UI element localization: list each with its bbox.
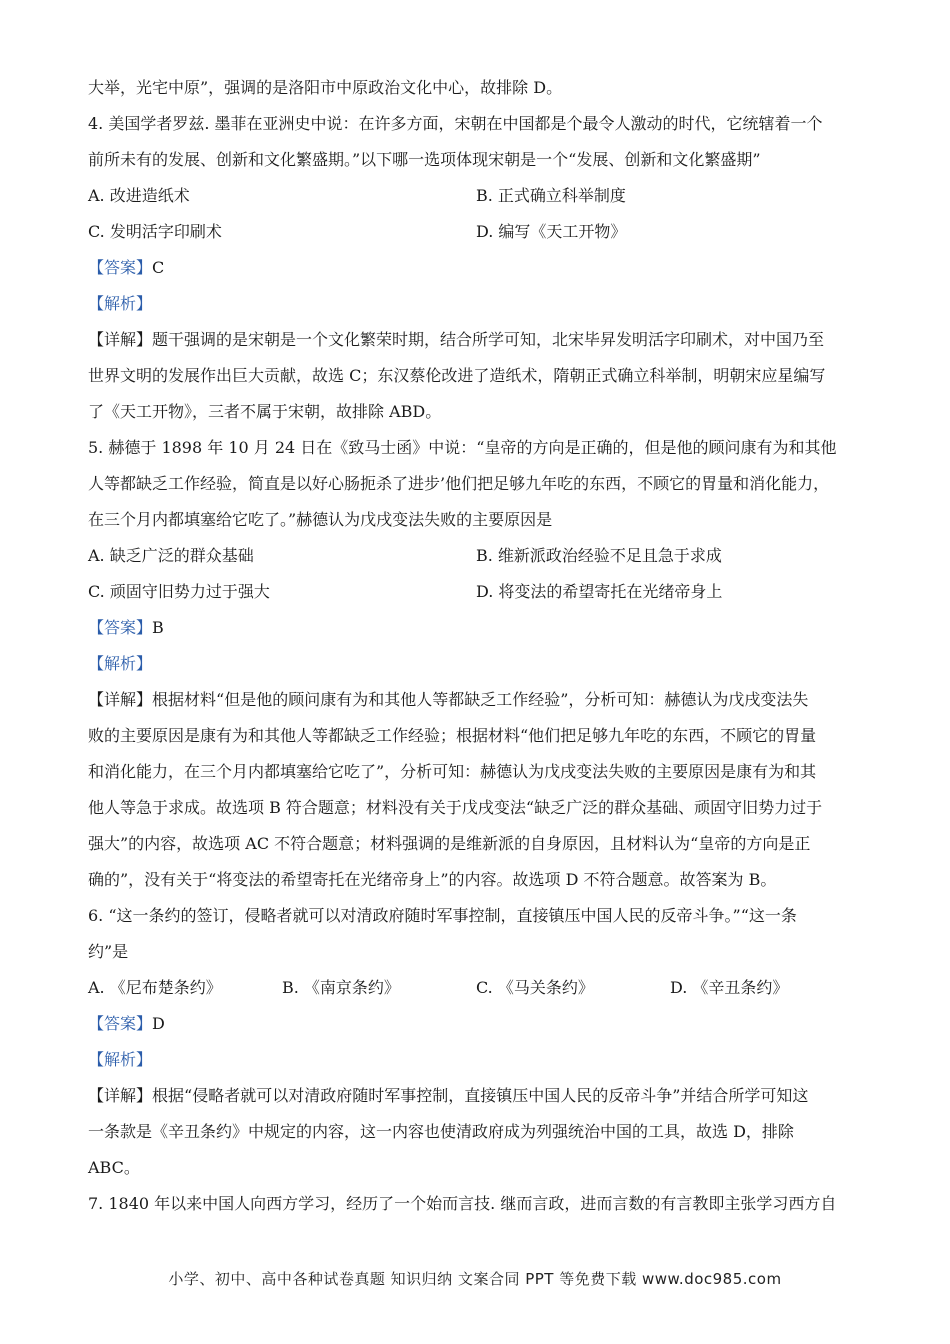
option-b: B. 《南京条约》 — [282, 978, 400, 997]
detail-line: 强大”的内容，故选项 AC 不符合题意；材料强调的是维新派的自身原因，且材料认为“皇帝的方向是正 — [88, 834, 811, 853]
answer-line — [88, 250, 868, 286]
question-4 — [88, 106, 868, 430]
detail-text: 题干强调的是宋朝是一个文化繁荣时期，结合所学可知，北宋毕昇发明活字印刷术，对中国乃至 — [152, 330, 825, 349]
detail-line: 和消化能力，在三个月内都填塞给它吃了”，分析可知：赫德认为戊戌变法失败的主要原因是康有为和其 — [88, 762, 817, 781]
option-c: C. 《马关条约》 — [476, 978, 594, 997]
question-stem: 前所未有的发展、创新和文化繁盛期。”以下哪一选项体现宋朝是一个“发展、创新和文化繁盛期” — [88, 150, 761, 169]
detail-line — [88, 322, 868, 358]
answer-line — [88, 1006, 868, 1042]
question-stem: 人等都缺乏工作经验，简直是以好心肠扼杀了进步’他们把足够九年吃的东西，不顾它的胃量和消化能力， — [88, 474, 830, 493]
answer-tag: 【答案】 — [88, 1014, 153, 1033]
detail-text: 根据“侵略者就可以对清政府随时军事控制，直接镇压中国人民的反帝斗争”并结合所学可知这 — [152, 1086, 809, 1105]
question-stem: 5. 赫德于 1898 年 10 月 24 日在《致马士函》中说：“皇帝的方向是正确的，但是他的顾问康有为和其他 — [88, 438, 837, 457]
option-c: C. 发明活字印刷术 — [88, 222, 222, 241]
analysis-line — [88, 1042, 868, 1078]
option-a: A. 改进造纸术 — [88, 186, 190, 205]
option-d: D. 将变法的希望寄托在光绪帝身上 — [476, 582, 723, 601]
answer-value: D — [152, 1014, 165, 1033]
option-row — [88, 214, 868, 250]
analysis-line — [88, 646, 868, 682]
detail-line — [88, 1078, 868, 1114]
detail-line: 败的主要原因是康有为和其他人等都缺乏工作经验；根据材料“他们把足够九年吃的东西，不顾它的胃量 — [88, 726, 817, 745]
detail-line: 一条款是《辛丑条约》中规定的内容，这一内容也使清政府成为列强统治中国的工具，故选 D，排除 — [88, 1122, 794, 1141]
document-page — [88, 70, 868, 1222]
option-d: D. 编写《天工开物》 — [476, 222, 627, 241]
answer-line — [88, 610, 868, 646]
page-footer: 小学、初中、高中各种试卷真题 知识归纳 文案合同 PPT 等免费下载 www.doc985.com — [168, 1270, 782, 1288]
detail-line: 了《天工开物》，三者不属于宋朝，故排除 ABD。 — [88, 402, 442, 421]
option-b: B. 正式确立科举制度 — [476, 186, 626, 205]
question-6 — [88, 898, 868, 1186]
analysis-line — [88, 286, 868, 322]
question-stem: 在三个月内都填塞给它吃了。”赫德认为戊戌变法失败的主要原因是 — [88, 510, 553, 529]
detail-line: 他人等急于求成。故选项 B 符合题意；材料没有关于戊戌变法“缺乏广泛的群众基础、顽固守旧势力过于 — [88, 798, 823, 817]
answer-tag: 【答案】 — [88, 618, 153, 637]
answer-value: C — [152, 258, 165, 277]
detail-text: 根据材料“但是他的顾问康有为和其他人等都缺乏工作经验”，分析可知：赫德认为戊戌变法失 — [152, 690, 809, 709]
option-row — [88, 538, 868, 574]
analysis-tag: 【解析】 — [88, 654, 153, 673]
detail-line: 世界文明的发展作出巨大贡献，故选 C；东汉蔡伦改进了造纸术，隋朝正式确立科举制，明朝宋应星编写 — [88, 366, 826, 385]
analysis-tag: 【解析】 — [88, 294, 153, 313]
question-stem: 4. 美国学者罗兹. 墨菲在亚洲史中说：在许多方面，宋朝在中国都是个最令人激动的时代，它统辖着一个 — [88, 114, 823, 133]
question-7-stem: 7. 1840 年以来中国人向西方学习，经历了一个始而言技. 继而言政，进而言数的有言教即主张学习西方自 — [88, 1194, 837, 1213]
detail-tag: 【详解】 — [88, 690, 153, 709]
text-line: 大举，光宅中原”，强调的是洛阳市中原政治文化中心，故排除 D。 — [88, 78, 563, 97]
question-5 — [88, 430, 868, 898]
question-stem: 6. “这一条约的签订，侵略者就可以对清政府随时军事控制，直接镇压中国人民的反帝斗争。”“这一条 — [88, 906, 797, 925]
option-a: A. 缺乏广泛的群众基础 — [88, 546, 254, 565]
answer-tag: 【答案】 — [88, 258, 153, 277]
option-row — [88, 574, 868, 610]
detail-tag: 【详解】 — [88, 330, 153, 349]
option-b: B. 维新派政治经验不足且急于求成 — [476, 546, 722, 565]
option-row — [88, 178, 868, 214]
analysis-tag: 【解析】 — [88, 1050, 153, 1069]
option-c: C. 顽固守旧势力过于强大 — [88, 582, 270, 601]
detail-line: 确的”，没有关于“将变法的希望寄托在光绪帝身上”的内容。故选项 D 不符合题意。故答案为 B。 — [88, 870, 777, 889]
answer-value: B — [152, 618, 164, 637]
question-stem: 约”是 — [88, 942, 129, 961]
detail-line: ABC。 — [88, 1158, 140, 1177]
option-d: D. 《辛丑条约》 — [670, 978, 789, 997]
option-row — [88, 970, 868, 1006]
detail-line — [88, 682, 868, 718]
detail-tag: 【详解】 — [88, 1086, 153, 1105]
option-a: A. 《尼布楚条约》 — [88, 978, 222, 997]
